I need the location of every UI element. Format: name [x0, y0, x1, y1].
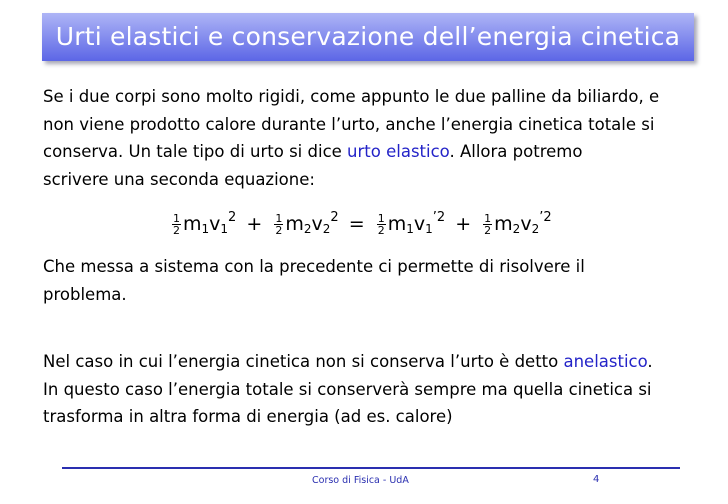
slide-title-bar [42, 13, 694, 61]
kinetic-energy-equation: $\frac{1}{2}$ $m_1v_1^2$ + $\frac{1}{2}$ $m_2v_2^2$ = $\frac{1}{2}$ $m_1v_1^{’2}$ + $\frac{1}{2}$ $m_2v_2^{’2}$ [173, 210, 552, 237]
highlight-anelastico: anelastico [563, 352, 648, 371]
paragraph-elastic-line3a: conserva. Un tale tipo di urto si dice [43, 142, 348, 161]
paragraph-system-line1: Che messa a sistema con la precedente ci permette di risolvere il [43, 257, 585, 276]
paragraph-inelastic-line1a: Nel caso in cui l’energia cinetica non si conserva l’urto è detto [43, 352, 564, 371]
footer-course-name: Corso di Fisica - UdA [312, 475, 409, 486]
highlight-urto-elastico: urto elastico [347, 142, 450, 161]
paragraph-elastic-line1: Se i due corpi sono molto rigidi, come appunto le due palline da biliardo, e [43, 87, 660, 106]
paragraph-inelastic-line1b: . [647, 352, 653, 371]
fraction-half: $\frac{1}{2}$ [377, 212, 385, 237]
fraction-half: $\frac{1}{2}$ [484, 212, 492, 237]
paragraph-inelastic-line3: trasforma in altra forma di energia (ad es. calore) [43, 407, 453, 426]
slide-title: Urti elastici e conservazione dell’energia cinetica [55, 22, 681, 51]
footer-page-number: 4 [593, 474, 600, 485]
fraction-half: $\frac{1}{2}$ [275, 212, 283, 237]
footer-divider [62, 467, 680, 469]
paragraph-elastic-line3b: . Allora potremo [449, 142, 583, 161]
paragraph-inelastic [43, 348, 653, 431]
paragraph-system [43, 253, 585, 308]
paragraph-system-line2: problema. [43, 284, 127, 304]
paragraph-elastic [43, 83, 659, 193]
fraction-half: $\frac{1}{2}$ [173, 212, 180, 237]
paragraph-inelastic-line2: In questo caso l’energia totale si conserverà sempre ma quella cinetica si [43, 379, 652, 399]
paragraph-elastic-line2: non viene prodotto calore durante l’urto, anche l’energia cinetica totale si [43, 114, 655, 134]
paragraph-elastic-line4: scrivere una seconda equazione: [43, 169, 315, 189]
